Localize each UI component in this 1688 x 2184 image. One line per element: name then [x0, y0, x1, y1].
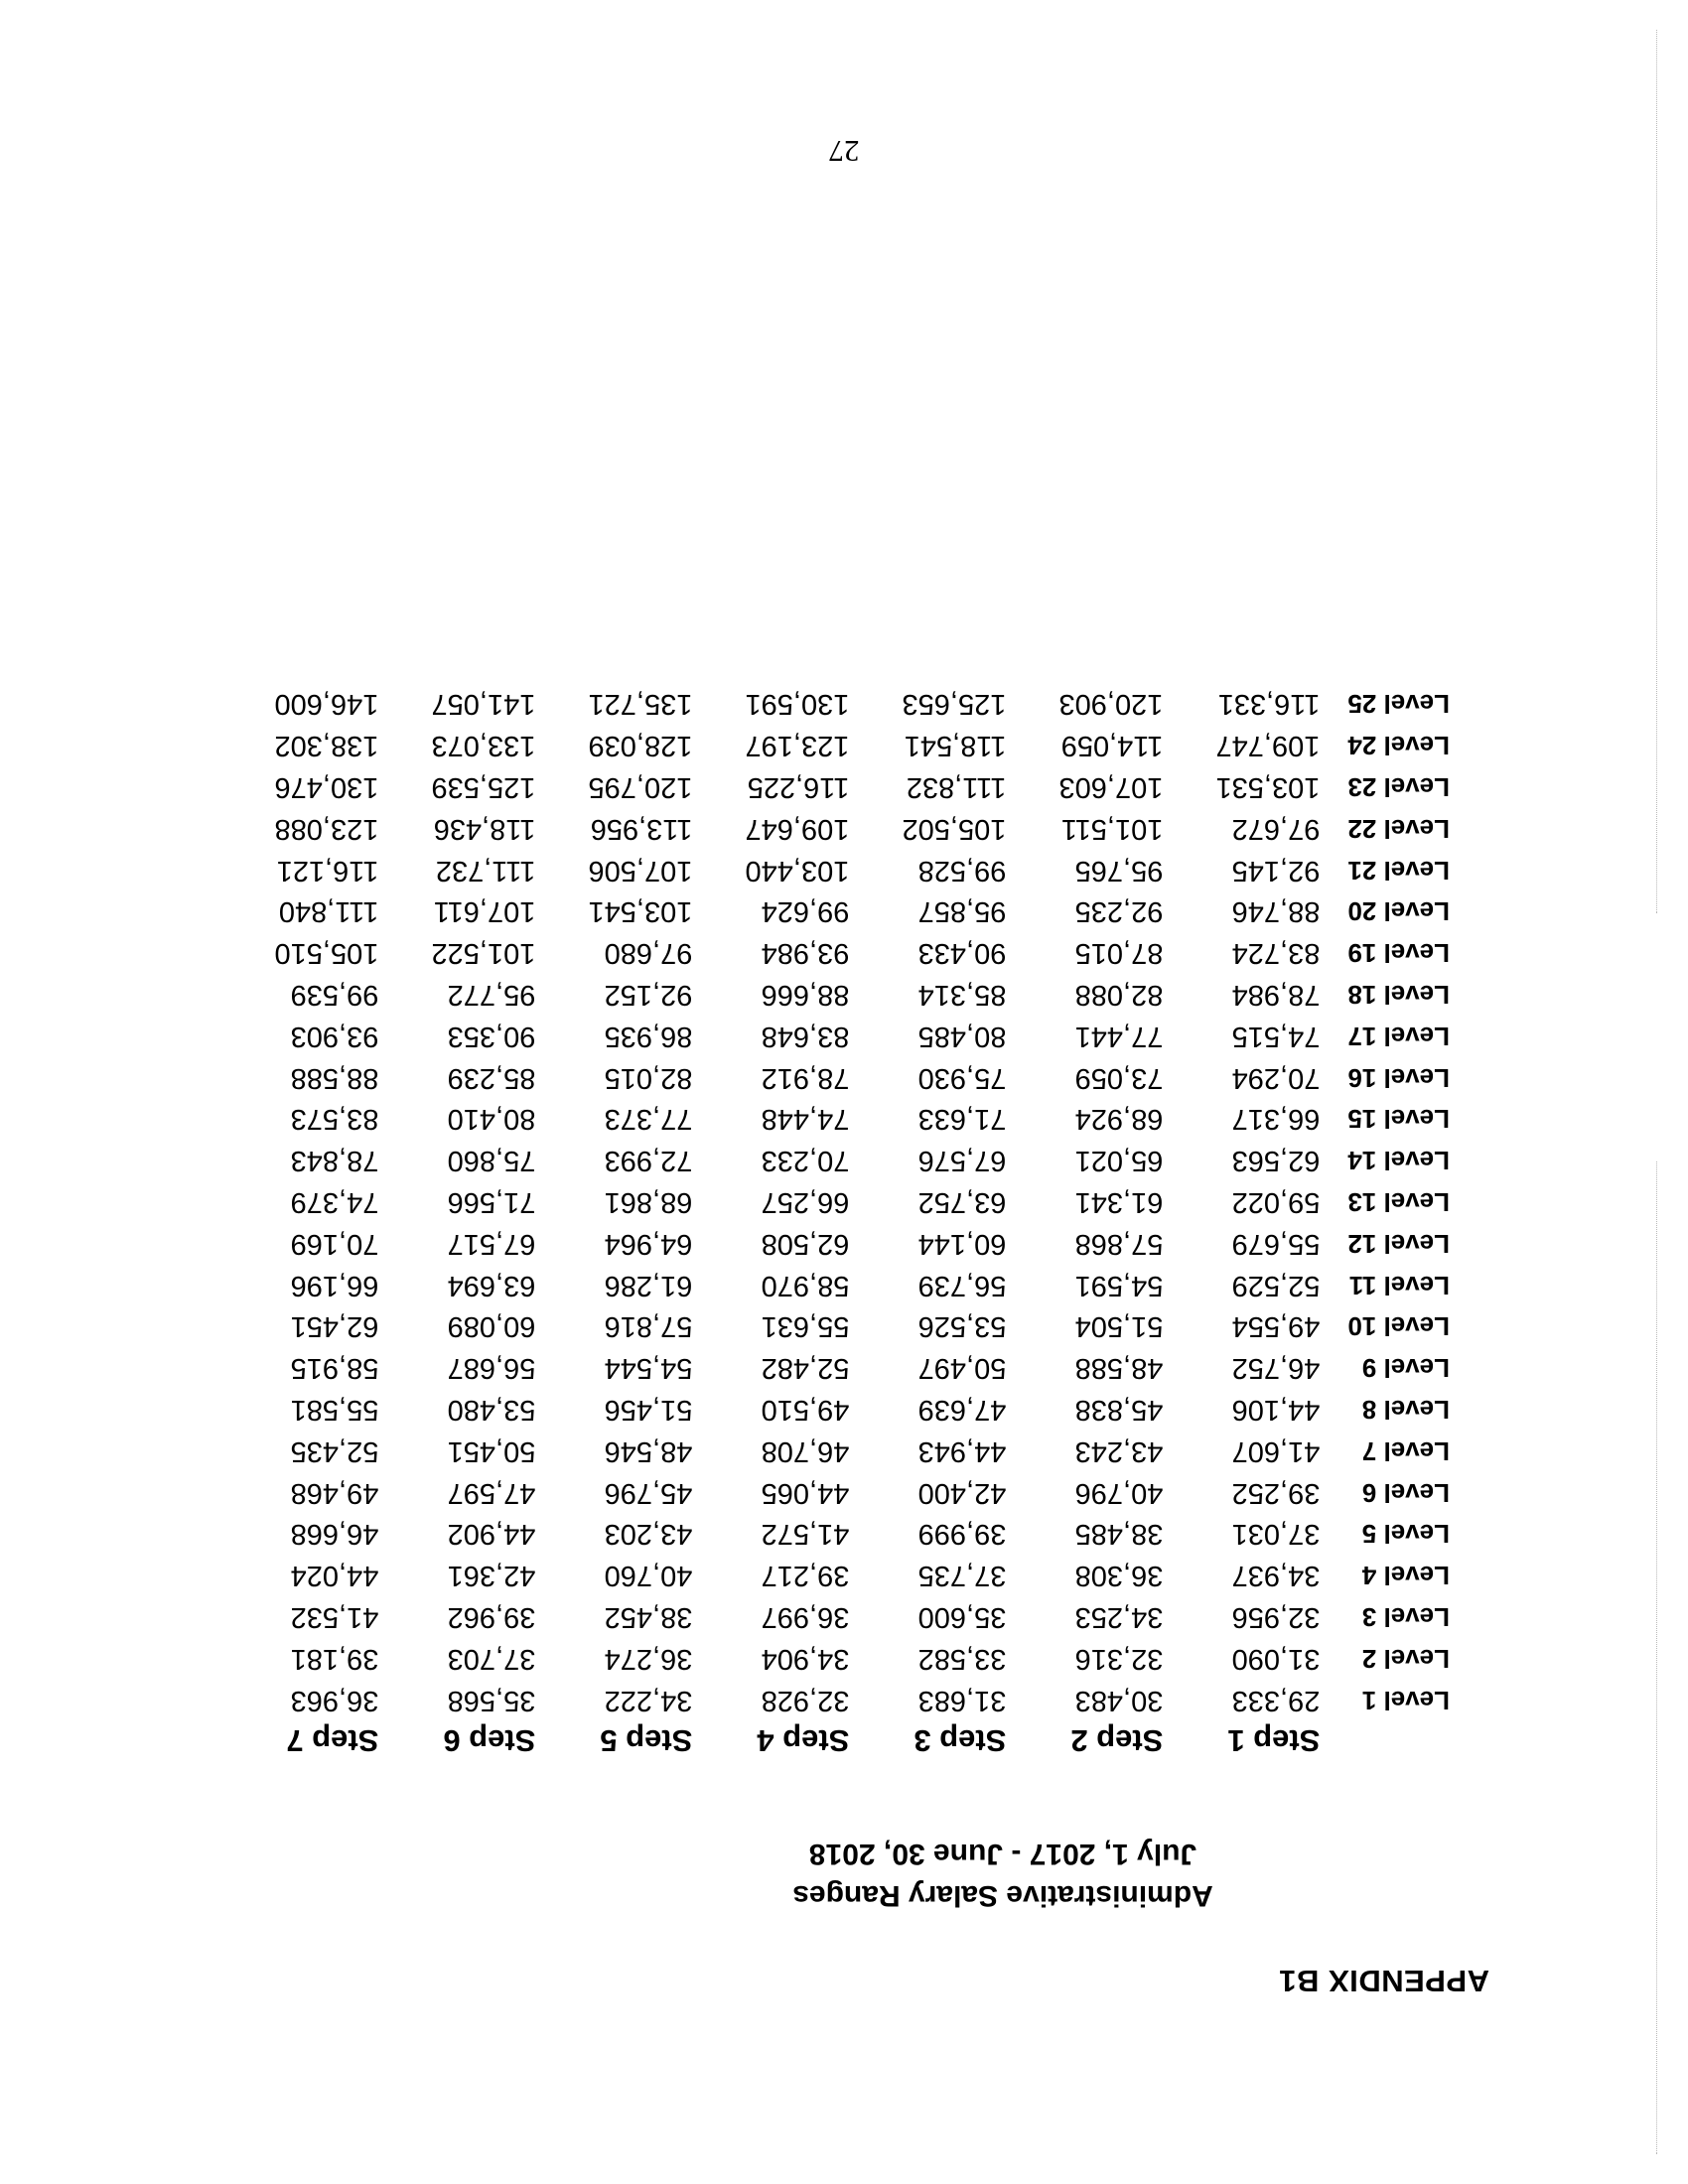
salary-cell: 48,546 [604, 1434, 693, 1467]
level-label: Level 8 [1361, 1395, 1450, 1426]
salary-cell: 38,485 [1074, 1518, 1164, 1551]
level-label: Level 10 [1347, 1311, 1450, 1342]
salary-cell: 55,679 [1231, 1227, 1321, 1260]
salary-cell: 31,090 [1231, 1642, 1321, 1675]
salary-cell: 59,022 [1231, 1186, 1321, 1219]
salary-cell: 138,302 [274, 730, 379, 762]
salary-cell: 70,233 [761, 1145, 850, 1177]
salary-cell: 99,528 [917, 854, 1007, 887]
salary-cell: 88,666 [761, 979, 850, 1012]
salary-cell: 34,904 [761, 1642, 850, 1675]
salary-cell: 99,624 [761, 895, 850, 928]
salary-cell: 70,169 [290, 1227, 379, 1260]
salary-cell: 53,526 [917, 1310, 1007, 1343]
salary-cell: 80,410 [447, 1103, 536, 1136]
salary-cell: 86,935 [604, 1020, 693, 1052]
salary-cell: 39,962 [447, 1601, 536, 1634]
salary-cell: 73,059 [1074, 1061, 1164, 1094]
level-label: Level 14 [1347, 1146, 1450, 1176]
salary-cell: 60,144 [917, 1227, 1007, 1260]
salary-cell: 77,441 [1074, 1020, 1164, 1052]
salary-cell: 37,735 [917, 1560, 1007, 1592]
salary-cell: 90,433 [917, 937, 1007, 970]
salary-cell: 111,840 [278, 895, 379, 928]
table-row [221, 1098, 1450, 1140]
salary-cell: 49,468 [290, 1476, 379, 1509]
table-row [221, 1140, 1450, 1181]
salary-cell: 92,152 [604, 979, 693, 1012]
step-column-header: Step 3 [914, 1723, 1007, 1758]
salary-cell: 67,517 [447, 1227, 536, 1260]
salary-cell: 52,435 [290, 1434, 379, 1467]
salary-cell: 120,795 [588, 771, 693, 804]
salary-cell: 103,541 [588, 895, 693, 928]
level-label: Level 15 [1347, 1104, 1450, 1135]
salary-cell: 66,257 [761, 1186, 850, 1219]
salary-cell: 85,239 [447, 1061, 536, 1094]
level-label: Level 2 [1361, 1643, 1450, 1674]
level-label: Level 4 [1361, 1561, 1450, 1591]
salary-cell: 39,217 [761, 1560, 850, 1592]
level-label: Level 19 [1347, 938, 1450, 969]
salary-cell: 39,181 [290, 1642, 379, 1675]
salary-cell: 51,504 [1074, 1310, 1164, 1343]
table-row [221, 1513, 1450, 1555]
level-label: Level 7 [1361, 1435, 1450, 1466]
salary-cell: 107,611 [433, 895, 536, 928]
salary-cell: 114,059 [1060, 730, 1164, 762]
salary-cell: 103,531 [1215, 771, 1321, 804]
salary-cell: 66,317 [1231, 1103, 1321, 1136]
salary-cell: 75,860 [447, 1145, 536, 1177]
salary-cell: 116,225 [747, 771, 850, 804]
salary-cell: 103,440 [745, 854, 850, 887]
salary-cell: 63,694 [447, 1269, 536, 1301]
salary-cell: 58,915 [290, 1352, 379, 1385]
salary-cell: 45,796 [604, 1476, 693, 1509]
salary-cell: 93,984 [761, 937, 850, 970]
salary-cell: 55,581 [290, 1394, 379, 1427]
salary-cell: 109,747 [1215, 730, 1321, 762]
salary-cell: 109,647 [745, 812, 850, 845]
salary-cell: 32,316 [1074, 1642, 1164, 1675]
salary-cell: 68,924 [1074, 1103, 1164, 1136]
level-column-header [1320, 1720, 1450, 1774]
salary-cell: 133,073 [431, 730, 536, 762]
salary-cell: 78,912 [761, 1061, 850, 1094]
salary-cell: 83,648 [761, 1020, 850, 1052]
table-row [221, 766, 1450, 808]
salary-cell: 75,930 [917, 1061, 1007, 1094]
level-label: Level 12 [1347, 1228, 1450, 1259]
table-row [221, 1555, 1450, 1596]
salary-cell: 39,252 [1231, 1476, 1321, 1509]
salary-cell: 101,522 [431, 937, 536, 970]
salary-table [221, 683, 1450, 1774]
salary-cell: 56,687 [447, 1352, 536, 1385]
salary-cell: 54,544 [604, 1352, 693, 1385]
level-label: Level 1 [1361, 1685, 1450, 1715]
salary-cell: 105,502 [902, 812, 1007, 845]
salary-cell: 61,286 [604, 1269, 693, 1301]
level-label: Level 18 [1347, 980, 1450, 1011]
salary-cell: 54,591 [1074, 1269, 1164, 1301]
table-body [221, 683, 1450, 1720]
salary-cell: 60,089 [447, 1310, 536, 1343]
salary-cell: 55,631 [761, 1310, 850, 1343]
salary-cell: 41,572 [761, 1518, 850, 1551]
salary-cell: 52,529 [1231, 1269, 1321, 1301]
salary-cell: 128,039 [588, 730, 693, 762]
salary-cell: 46,708 [761, 1434, 850, 1467]
salary-cell: 40,796 [1074, 1476, 1164, 1509]
salary-cell: 111,832 [906, 771, 1007, 804]
salary-cell: 88,746 [1231, 895, 1321, 928]
salary-cell: 31,683 [917, 1684, 1007, 1716]
table-row [221, 1596, 1450, 1638]
salary-cell: 36,274 [604, 1642, 693, 1675]
salary-cell: 50,497 [917, 1352, 1007, 1385]
table-row [221, 890, 1450, 932]
salary-cell: 64,964 [604, 1227, 693, 1260]
table-row [221, 1264, 1450, 1305]
table-header-row [221, 1720, 1450, 1774]
table-row [221, 1471, 1450, 1513]
table-row [221, 683, 1450, 725]
salary-cell: 61,341 [1074, 1186, 1164, 1219]
salary-cell: 48,588 [1074, 1352, 1164, 1385]
table-row [221, 1222, 1450, 1264]
table-row [221, 725, 1450, 766]
salary-cell: 146,600 [274, 688, 379, 721]
table-row [221, 1347, 1450, 1389]
salary-cell: 53,480 [447, 1394, 536, 1427]
scan-edge-mark [1650, 1161, 1657, 2154]
level-label: Level 13 [1347, 1187, 1450, 1218]
appendix-heading: APPENDIX B1 [1278, 1964, 1489, 1998]
salary-cell: 39,999 [917, 1518, 1007, 1551]
salary-cell: 37,031 [1231, 1518, 1321, 1551]
salary-cell: 51,456 [604, 1394, 693, 1427]
step-column-header: Step 6 [443, 1723, 536, 1758]
salary-cell: 46,752 [1231, 1352, 1321, 1385]
step-column-header: Step 7 [286, 1723, 379, 1758]
salary-cell: 52,482 [761, 1352, 850, 1385]
salary-cell: 34,937 [1231, 1560, 1321, 1592]
table-row [221, 932, 1450, 974]
salary-cell: 113,956 [590, 812, 693, 845]
salary-cell: 116,121 [276, 854, 379, 887]
salary-cell: 92,235 [1074, 895, 1164, 928]
salary-cell: 49,510 [761, 1394, 850, 1427]
table-row [221, 1679, 1450, 1720]
step-column-header: Step 4 [757, 1723, 850, 1758]
salary-cell: 46,668 [290, 1518, 379, 1551]
salary-cell: 36,963 [290, 1684, 379, 1716]
salary-cell: 85,314 [917, 979, 1007, 1012]
document-title: Administrative Salary Ranges [792, 1879, 1213, 1912]
salary-cell: 70,294 [1231, 1061, 1321, 1094]
salary-cell: 82,088 [1074, 979, 1164, 1012]
level-label: Level 6 [1361, 1477, 1450, 1508]
salary-cell: 80,485 [917, 1020, 1007, 1052]
salary-cell: 40,760 [604, 1560, 693, 1592]
salary-cell: 135,721 [588, 688, 693, 721]
salary-cell: 118,541 [904, 730, 1007, 762]
salary-cell: 45,838 [1074, 1394, 1164, 1427]
salary-cell: 87,015 [1074, 937, 1164, 970]
salary-cell: 101,511 [1060, 812, 1164, 845]
salary-cell: 62,563 [1231, 1145, 1321, 1177]
salary-cell: 93,903 [290, 1020, 379, 1052]
salary-cell: 78,984 [1231, 979, 1321, 1012]
salary-cell: 37,703 [447, 1642, 536, 1675]
salary-cell: 68,861 [604, 1186, 693, 1219]
table-row [221, 849, 1450, 890]
salary-cell: 36,997 [761, 1601, 850, 1634]
salary-cell: 123,197 [745, 730, 850, 762]
salary-cell: 50,451 [447, 1434, 536, 1467]
table-row [221, 1305, 1450, 1347]
table-row [221, 1389, 1450, 1431]
salary-cell: 78,843 [290, 1145, 379, 1177]
salary-cell: 95,765 [1074, 854, 1164, 887]
salary-cell: 34,253 [1074, 1601, 1164, 1634]
salary-cell: 74,379 [290, 1186, 379, 1219]
salary-cell: 97,680 [604, 937, 693, 970]
salary-cell: 90,353 [447, 1020, 536, 1052]
level-label: Level 5 [1361, 1519, 1450, 1550]
salary-cell: 130,476 [274, 771, 379, 804]
salary-cell: 74,515 [1231, 1020, 1321, 1052]
salary-cell: 57,816 [604, 1310, 693, 1343]
salary-cell: 44,943 [917, 1434, 1007, 1467]
salary-cell: 97,672 [1231, 812, 1321, 845]
salary-cell: 120,903 [1058, 688, 1164, 721]
level-label: Level 11 [1348, 1270, 1450, 1300]
salary-cell: 35,568 [447, 1684, 536, 1716]
salary-cell: 82,015 [604, 1061, 693, 1094]
salary-cell: 130,591 [745, 688, 850, 721]
salary-cell: 83,724 [1231, 937, 1321, 970]
salary-cell: 34,222 [604, 1684, 693, 1716]
table-row [221, 1181, 1450, 1223]
salary-cell: 116,331 [1217, 688, 1321, 721]
level-label: Level 21 [1347, 855, 1450, 886]
salary-cell: 74,448 [761, 1103, 850, 1136]
salary-cell: 141,057 [431, 688, 536, 721]
table-row [221, 1637, 1450, 1679]
salary-cell: 65,021 [1074, 1145, 1164, 1177]
document-period: July 1, 2017 - June 30, 2018 [808, 1838, 1197, 1870]
table-row [221, 974, 1450, 1016]
salary-cell: 95,772 [447, 979, 536, 1012]
level-label: Level 16 [1347, 1062, 1450, 1093]
level-label: Level 17 [1347, 1021, 1450, 1051]
salary-cell: 49,554 [1231, 1310, 1321, 1343]
salary-cell: 95,857 [917, 895, 1007, 928]
salary-cell: 44,024 [290, 1560, 379, 1592]
salary-cell: 125,653 [902, 688, 1007, 721]
salary-cell: 71,633 [917, 1103, 1007, 1136]
level-label: Level 23 [1347, 772, 1450, 803]
salary-cell: 30,483 [1074, 1684, 1164, 1716]
step-column-header: Step 1 [1227, 1723, 1321, 1758]
salary-cell: 123,088 [274, 812, 379, 845]
table-row [221, 1056, 1450, 1098]
salary-cell: 107,506 [588, 854, 693, 887]
salary-cell: 43,203 [604, 1518, 693, 1551]
salary-cell: 43,243 [1074, 1434, 1164, 1467]
salary-cell: 125,539 [431, 771, 536, 804]
salary-cell: 33,582 [917, 1642, 1007, 1675]
salary-cell: 47,639 [917, 1394, 1007, 1427]
salary-cell: 62,451 [290, 1310, 379, 1343]
salary-cell: 41,607 [1231, 1434, 1321, 1467]
salary-cell: 57,868 [1074, 1227, 1164, 1260]
salary-cell: 92,145 [1231, 854, 1321, 887]
salary-cell: 63,752 [917, 1186, 1007, 1219]
step-column-header: Step 5 [600, 1723, 693, 1758]
salary-cell: 118,436 [433, 812, 536, 845]
level-label: Level 9 [1361, 1353, 1450, 1384]
salary-cell: 36,308 [1074, 1560, 1164, 1592]
salary-cell: 77,373 [604, 1103, 693, 1136]
level-label: Level 24 [1347, 731, 1450, 761]
salary-cell: 38,452 [604, 1601, 693, 1634]
table-row [221, 807, 1450, 849]
salary-cell: 42,400 [917, 1476, 1007, 1509]
salary-cell: 44,106 [1231, 1394, 1321, 1427]
salary-cell: 62,508 [761, 1227, 850, 1260]
level-label: Level 25 [1347, 689, 1450, 720]
salary-cell: 29,333 [1231, 1684, 1321, 1716]
page-number: 27 [828, 134, 860, 169]
salary-cell: 83,573 [290, 1103, 379, 1136]
table-row [221, 1015, 1450, 1056]
salary-cell: 44,065 [761, 1476, 850, 1509]
salary-cell: 107,603 [1058, 771, 1164, 804]
salary-cell: 42,361 [447, 1560, 536, 1592]
salary-cell: 44,902 [447, 1518, 536, 1551]
salary-cell: 111,732 [435, 854, 536, 887]
salary-cell: 41,532 [290, 1601, 379, 1634]
salary-cell: 72,993 [604, 1145, 693, 1177]
level-label: Level 22 [1347, 813, 1450, 844]
salary-cell: 32,928 [761, 1684, 850, 1716]
table-row [221, 1430, 1450, 1471]
salary-cell: 58,970 [761, 1269, 850, 1301]
step-column-header: Step 2 [1070, 1723, 1164, 1758]
salary-cell: 32,956 [1231, 1601, 1321, 1634]
salary-cell: 47,597 [447, 1476, 536, 1509]
salary-cell: 35,600 [917, 1601, 1007, 1634]
level-label: Level 20 [1347, 896, 1450, 927]
salary-cell: 99,539 [290, 979, 379, 1012]
salary-cell: 71,566 [447, 1186, 536, 1219]
level-label: Level 3 [1361, 1602, 1450, 1633]
salary-cell: 56,739 [917, 1269, 1007, 1301]
salary-cell: 88,588 [290, 1061, 379, 1094]
salary-cell: 67,576 [917, 1145, 1007, 1177]
salary-cell: 105,510 [274, 937, 379, 970]
salary-cell: 66,196 [290, 1269, 379, 1301]
